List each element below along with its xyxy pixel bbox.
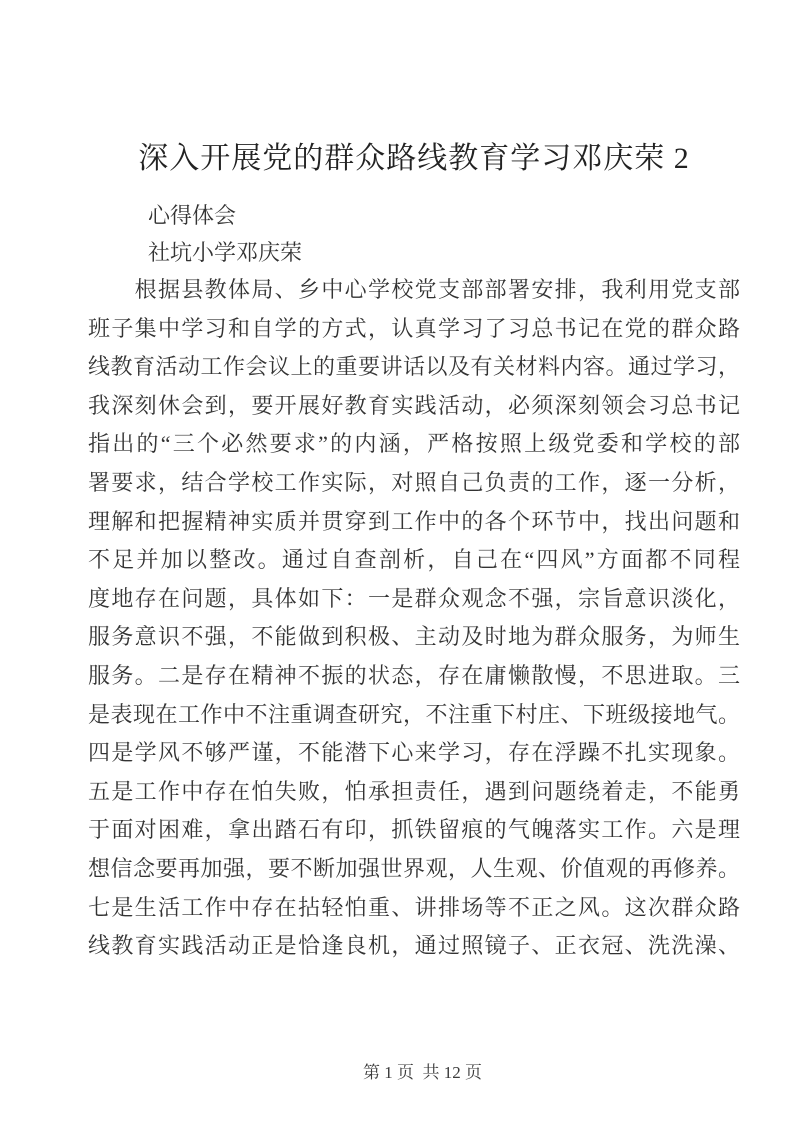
body-line: 服务。二是存在精神不振的状态，存在庸懒散慢，不思进取。三: [88, 662, 740, 688]
body-paragraph: [88, 271, 740, 966]
body-line: 度地存在问题，具体如下：一是群众观念不强，宗旨意识淡化，: [88, 585, 740, 611]
body-line: 线教育实践活动正是恰逢良机，通过照镜子、正衣冠、洗洗澡、: [88, 933, 740, 959]
body-line: 我深刻休会到，要开展好教育实践活动，必须深刻领会习总书记: [88, 392, 740, 418]
subtitle-line: 社坑小学邓庆荣: [148, 240, 303, 265]
body-line: 四是学风不够严谨，不能潜下心来学习，存在浮躁不扎实现象。: [88, 740, 740, 766]
body-line: 班子集中学习和自学的方式，认真学习了习总书记在党的群众路: [88, 315, 740, 341]
subtitle-line: 心得体会: [148, 203, 237, 228]
document-title: 深入开展党的群众路线教育学习邓庆荣 2: [138, 142, 690, 175]
body-line: 服务意识不强，不能做到积极、主动及时地为群众服务，为师生: [88, 624, 740, 650]
body-line: 七是生活工作中存在拈轻怕重、讲排场等不正之风。这次群众路: [88, 894, 740, 920]
body-line: 不足并加以整改。通过自查剖析，自己在“四风”方面都不同程: [88, 547, 740, 573]
subtitle-block: [88, 197, 740, 271]
body-line: 想信念要再加强，要不断加强世界观，人生观、价值观的再修养。: [88, 855, 740, 881]
page-footer: [88, 1040, 740, 1106]
body-line: 线教育活动工作会议上的重要讲话以及有关材料内容。通过学习，: [88, 354, 740, 380]
body-line: 是表现在工作中不注重调查研究，不注重下村庄、下班级接地气。: [88, 701, 740, 727]
body-line: 理解和把握精神实质并贯穿到工作中的各个环节中，找出问题和: [88, 508, 740, 534]
body-line: 于面对困难，拿出踏石有印，抓铁留痕的气魄落实工作。六是理: [88, 817, 740, 843]
page-number-indicator: 第 1 页 共 12 页: [363, 1063, 482, 1082]
body-line: 根据县教体局、乡中心学校党支部部署安排，我利用党支部: [88, 277, 740, 302]
body-line: 五是工作中存在怕失败，怕承担责任，遇到问题绕着走，不能勇: [88, 778, 740, 804]
body-line: 署要求，结合学校工作实际，对照自己负责的工作，逐一分析，: [88, 469, 740, 495]
body-line: 指出的“三个必然要求”的内涵，严格按照上级党委和学校的部: [88, 431, 741, 457]
